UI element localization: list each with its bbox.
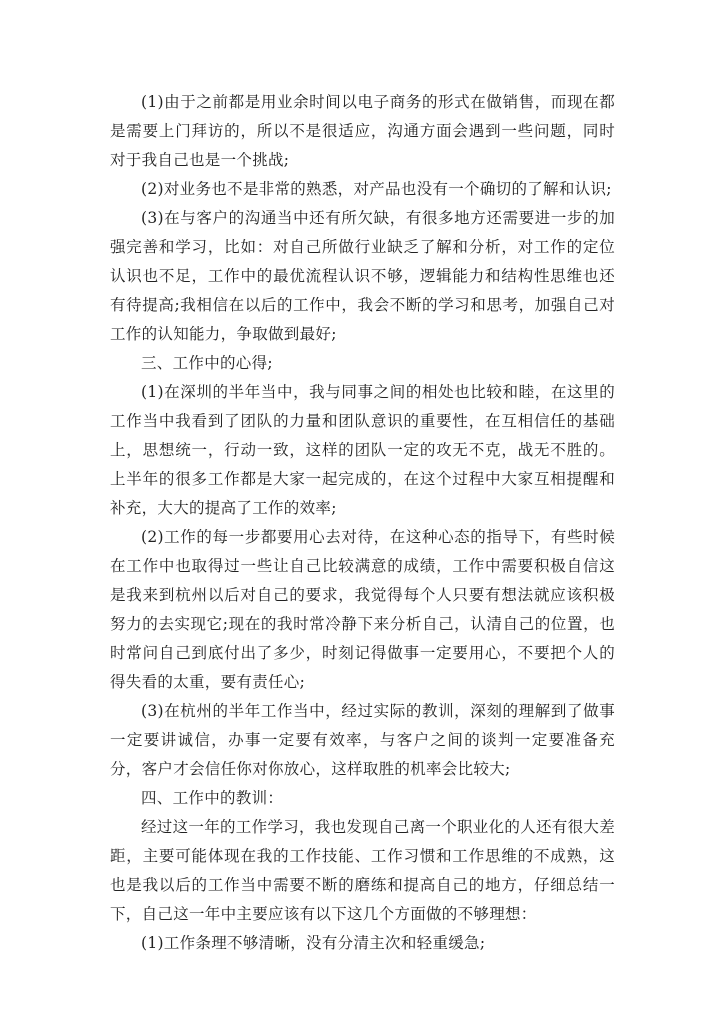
paragraph-item-3: (3)在与客户的沟通当中还有所欠缺，有很多地方还需要进一步的加强完善和学习，比如：对自己所做行业缺乏了解和分析，对工作的定位认识也不足，工作中的最优流程认识不够，逻辑能力和结构性思维也还有待提高;我相信在以后的工作中，我会不断的学习和思考，加强自己对工作的认知能力，争取做到最好; — [110, 209, 615, 343]
paragraph-item-2: (2)对业务也不是非常的熟悉，对产品也没有一个确切的了解和认识; — [141, 180, 612, 198]
section-heading-4: 四、工作中的教训： — [141, 789, 284, 807]
paragraph-lesson-1: (1)工作条理不够清晰，没有分清主次和轻重缓急; — [141, 934, 486, 952]
document-body — [110, 88, 615, 958]
paragraph-item-1: (1)由于之前都是用业余时间以电子商务的形式在做销售，而现在都是需要上门拜访的，所以不是很适应，沟通方面会遇到一些问题，同时对于我自己也是一个挑战; — [110, 93, 615, 169]
paragraph-lesson-intro: 经过这一年的工作学习，我也发现自己离一个职业化的人还有很大差距，主要可能体现在我的工作技能、工作习惯和工作思维的不成熟，这也是我以后的工作当中需要不断的磨练和提高自己的地方，仔细总结一下，自己这一年中主要应该有以下这几个方面做的不够理想： — [110, 818, 616, 923]
section-heading-3: 三、工作中的心得; — [141, 354, 273, 372]
paragraph-insight-1: (1)在深圳的半年当中，我与同事之间的相处也比较和睦，在这里的工作当中我看到了团队的力量和团队意识的重要性，在互相信任的基础上，思想统一，行动一致，这样的团队一定的攻无不克，战无不胜的。上半年的很多工作都是大家一起完成的，在这个过程中大家互相提醒和补充，大大的提高了工作的效率; — [110, 383, 615, 517]
paragraph-insight-3: (3)在杭州的半年工作当中，经过实际的教训，深刻的理解到了做事一定要讲诚信，办事一定要有效率，与客户之间的谈判一定要准备充分，客户才会信任你对你放心，这样取胜的机率会比较大; — [110, 702, 615, 778]
paragraph-insight-2: (2)工作的每一步都要用心去对待，在这种心态的指导下，有些时候在工作中也取得过一些让自己比较满意的成绩，工作中需要积极自信这是我来到杭州以后对自己的要求，我觉得每个人只要有想法就应该积极努力的去实现它;现在的我时常冷静下来分析自己，认清自己的位置，也时常问自己到底付出了多少，时刻记得做事一定要用心，不要把个人的得失看的太重，要有责任心; — [110, 528, 615, 691]
